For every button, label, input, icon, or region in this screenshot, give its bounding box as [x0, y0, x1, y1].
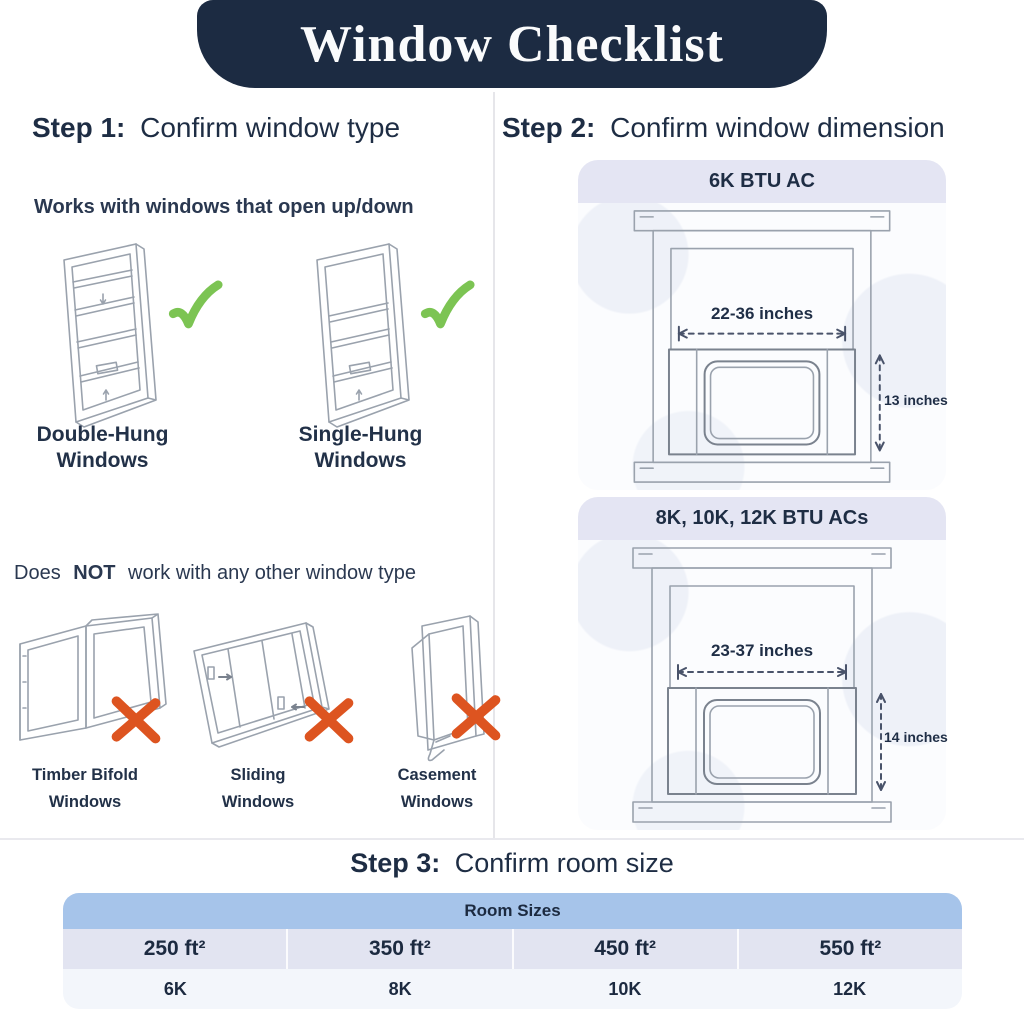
table-row-btu-ratings — [63, 969, 962, 1009]
room-size-cell: 450 ft² — [514, 929, 739, 969]
single-hung-window-illustration — [303, 238, 418, 428]
works-with-heading: Works with windows that open up/down — [34, 196, 414, 218]
height-dimension-label: 14 inches — [884, 729, 948, 745]
step2-heading-bold: Step 2: — [502, 112, 596, 143]
step1-heading-bold: Step 1: — [32, 112, 126, 143]
panel-8-10-12k-title: 8K, 10K, 12K BTU ACs — [578, 497, 946, 540]
btu-rating-cell: 12K — [833, 978, 867, 999]
step1-heading — [32, 112, 400, 144]
step2-heading-rest: Confirm window dimension — [610, 112, 945, 143]
btu-rating-cell: 6K — [163, 978, 187, 999]
window-dimension-drawing — [578, 203, 946, 490]
double-hung-window-illustration — [50, 238, 165, 428]
check-icon — [418, 276, 476, 340]
width-dimension-label: 23-37 inches — [710, 641, 814, 660]
btu-rating-cell: 8K — [388, 978, 412, 999]
step1-heading-rest: Confirm window type — [140, 112, 401, 143]
width-dimension-label: 22-36 inches — [710, 304, 814, 323]
single-hung-label: Single-Hung Windows — [298, 423, 423, 472]
room-size-cell: 250 ft² — [63, 929, 288, 969]
section-divider — [0, 838, 1024, 840]
check-icon — [166, 276, 224, 340]
room-sizes-table — [63, 893, 962, 1009]
panel-6k-diagram — [578, 203, 946, 490]
x-icon — [298, 688, 360, 750]
casement-label: Casement Windows — [397, 766, 477, 811]
step3-heading-rest: Confirm room size — [454, 848, 674, 878]
table-row-room-sizes — [63, 929, 962, 969]
room-size-cell: 350 ft² — [288, 929, 513, 969]
double-hung-label: Double-Hung Windows — [36, 423, 169, 472]
x-icon — [445, 685, 507, 747]
does-not-work-heading: Does NOT work with any other window type — [14, 562, 416, 584]
step3-heading — [0, 848, 1024, 879]
panel-8-10-12k-diagram — [578, 540, 946, 830]
step3-heading-bold: Step 3: — [350, 848, 441, 878]
step2-heading — [502, 112, 945, 144]
btu-rating-cell: 10K — [608, 978, 642, 999]
panel-6k-title: 6K BTU AC — [578, 160, 946, 203]
panel-6k-btu — [578, 160, 946, 490]
panel-8-10-12k-btu — [578, 497, 946, 830]
x-icon — [105, 688, 167, 750]
room-size-cell: 550 ft² — [819, 937, 882, 960]
title-banner — [197, 0, 827, 88]
sliding-label: Sliding Windows — [221, 766, 295, 811]
window-dimension-drawing — [578, 540, 946, 830]
timber-bifold-label: Timber Bifold Windows — [31, 766, 139, 811]
room-sizes-table-header: Room Sizes — [63, 893, 962, 929]
height-dimension-label: 13 inches — [884, 392, 948, 408]
page-title: Window Checklist — [300, 15, 724, 73]
